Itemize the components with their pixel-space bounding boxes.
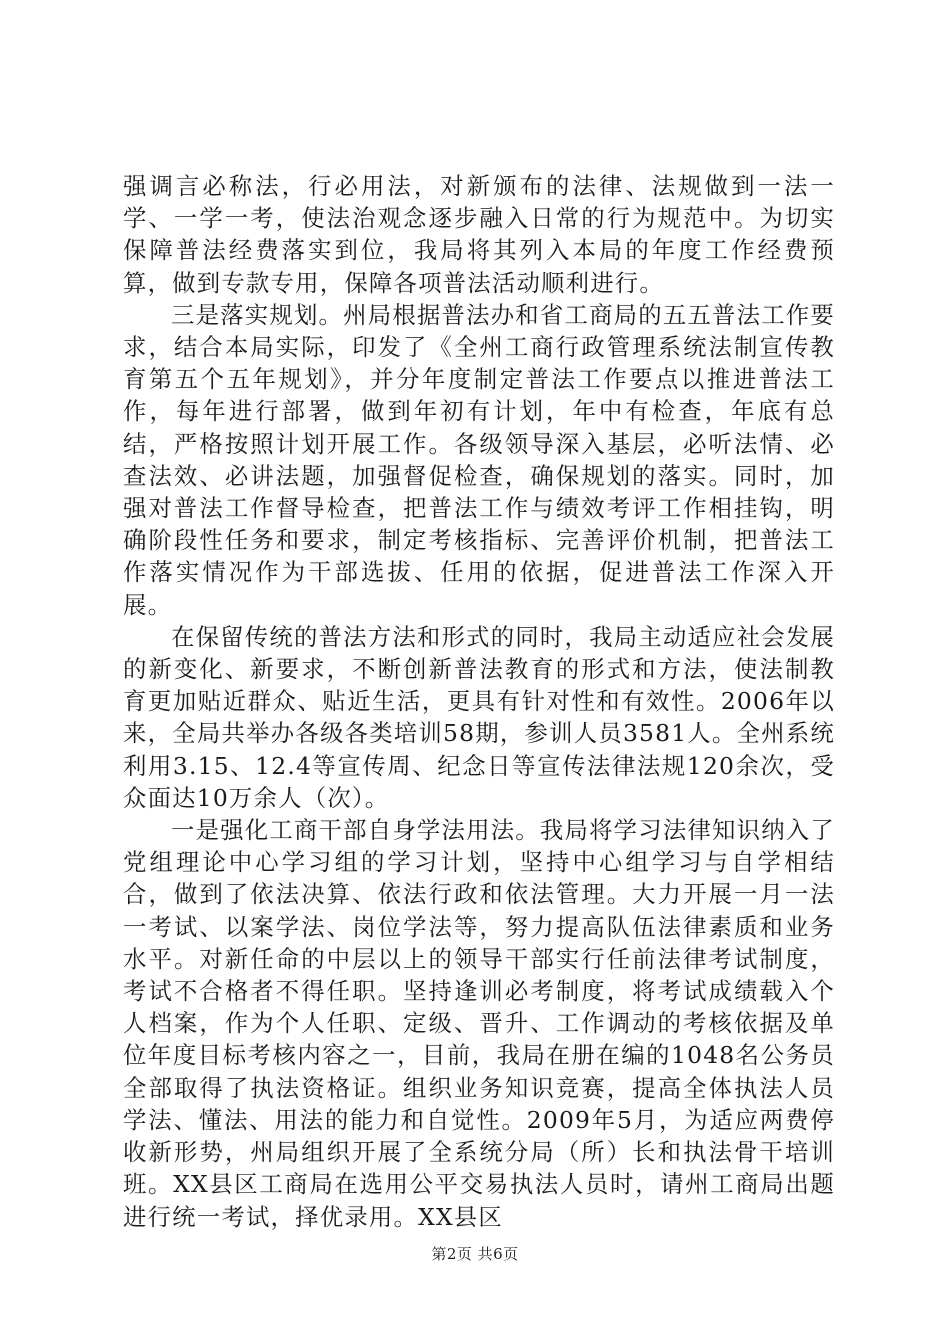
document-body — [123, 170, 835, 1233]
page-number-footer: 第2页 共6页 — [431, 1245, 519, 1263]
paragraph-3: 在保留传统的普法方法和形式的同时，我局主动适应社会发展的新变化、新要求，不断创新普法教育的形式和方法，使法制教育更加贴近群众、贴近生活，更具有针对性和有效性。2006年以来，全局共举办各级各类培训58期，参训人员3581人。全州系统利用3.15、12.4等宣传周、纪念日等宣传法律法规120余次，受众面达10万余人（次）。 — [123, 622, 835, 812]
paragraph-2: 三是落实规划。州局根据普法办和省工商局的五五普法工作要求，结合本局实际，印发了《全州工商行政管理系统法制宣传教育第五个五年规划》，并分年度制定普法工作要点以推进普法工作，每年进行部署，做到年初有计划，年中有检查，年底有总结，严格按照计划开展工作。各级领导深入基层，必听法情、必查法效、必讲法题，加强督促检查，确保规划的落实。同时，加强对普法工作督导检查，把普法工作与绩效考评工作相挂钩，明确阶段性任务和要求，制定考核指标、完善评价机制，把普法工作落实情况作为干部选拔、任用的依据，促进普法工作深入开展。 — [123, 300, 835, 619]
paragraph-4: 一是强化工商干部自身学法用法。我局将学习法律知识纳入了党组理论中心学习组的学习计划，坚持中心组学习与自学相结合，做到了依法决算、依法行政和依法管理。大力开展一月一法一考试、以案学法、岗位学法等，努力提高队伍法律素质和业务水平。对新任命的中层以上的领导干部实行任前法律考试制度，考试不合格者不得任职。坚持逢训必考制度，将考试成绩载入个人档案，作为个人任职、定级、晋升、工作调动的考核依据及单位年度目标考核内容之一，目前，我局在册在编的1048名公务员全部取得了执法资格证。组织业务知识竞赛，提高全体执法人员学法、懂法、用法的能力和自觉性。2009年5月，为适应两费停收新形势，州局组织开展了全系统分局（所）长和执法骨干培训班。XX县区工商局在选用公平交易执法人员时，请州工商局出题进行统一考试，择优录用。XX县区 — [123, 816, 835, 1231]
paragraph-1: 强调言必称法，行必用法，对新颁布的法律、法规做到一法一学、一学一考，使法治观念逐步融入日常的行为规范中。为切实保障普法经费落实到位，我局将其列入本局的年度工作经费预算，做到专款专用，保障各项普法活动顺利进行。 — [123, 172, 835, 297]
